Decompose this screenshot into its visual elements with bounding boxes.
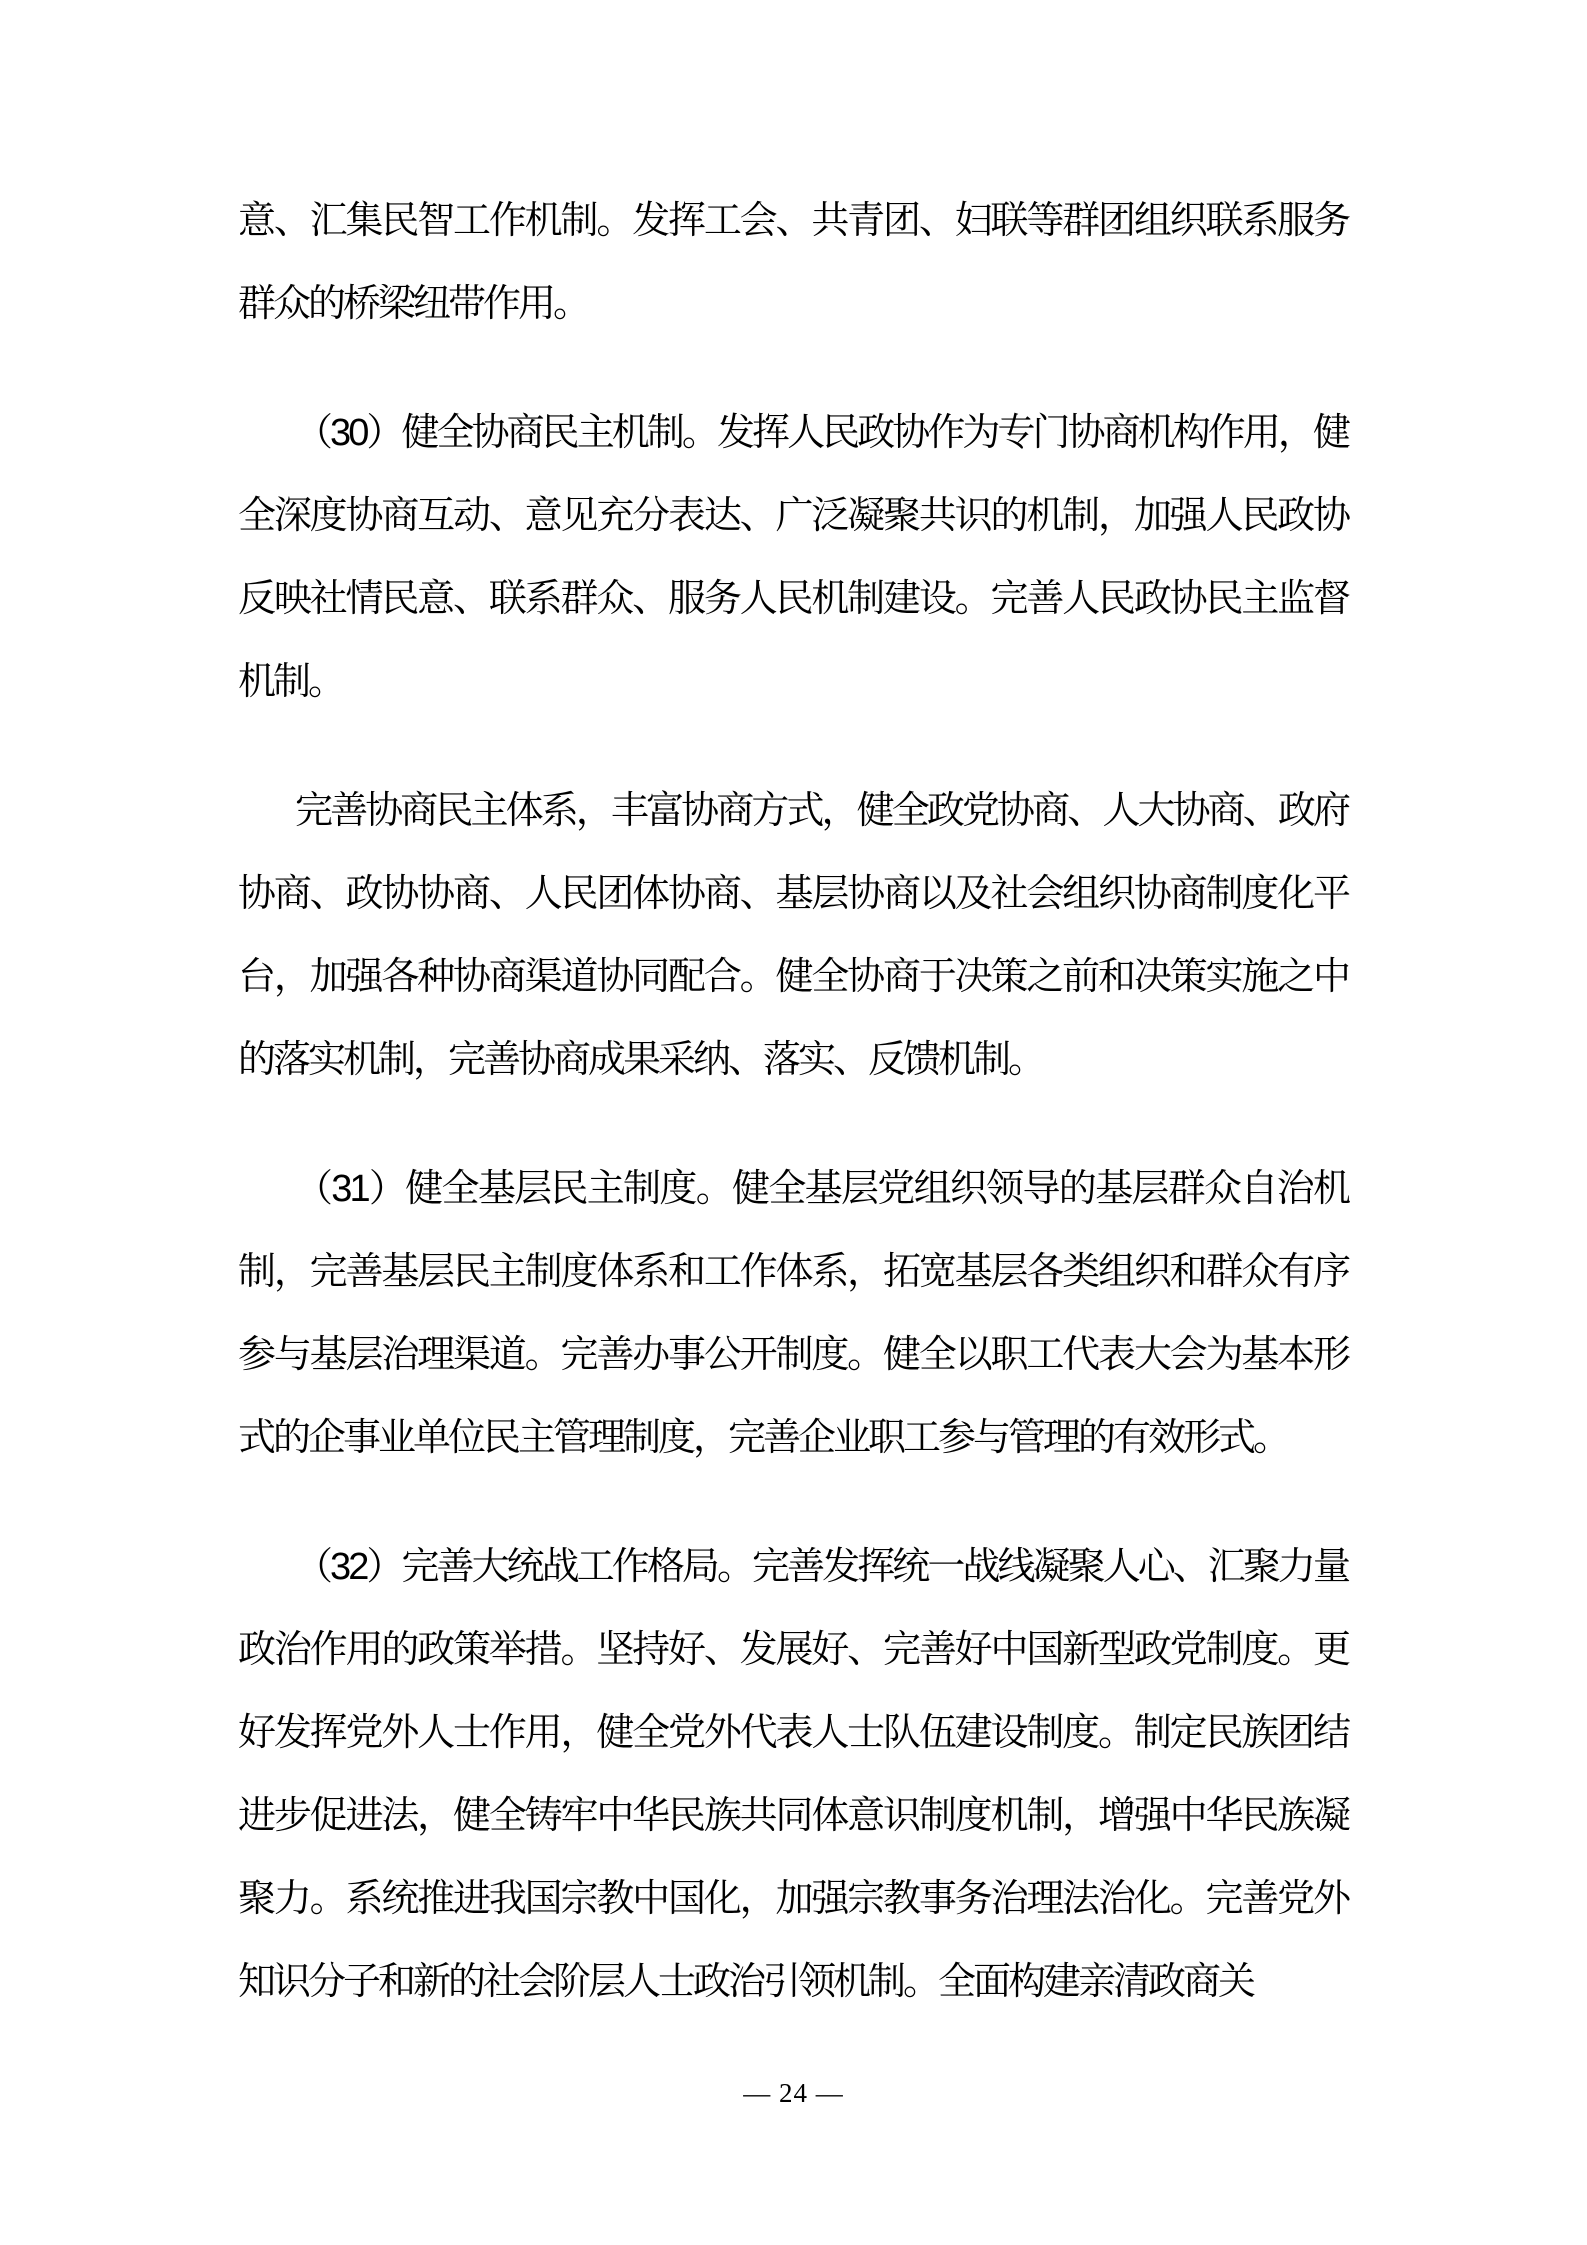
page-number: — 24 —: [743, 2078, 844, 2108]
paragraph-continuation: 意、汇集民智工作机制。发挥工会、共青团、妇联等群团组织联系服务群众的桥梁纽带作用。: [238, 200, 1348, 325]
paragraph-item-32: （32）完善大统战工作格局。完善发挥统一战线凝聚人心、汇聚力量政治作用的政策举措。坚持好、发展好、完善好中国新型政党制度。更好发挥党外人士作用，健全党外代表人士队伍建设制度。制定民族团结进步促进法，健全铸牢中华民族共同体意识制度机制，增强中华民族凝聚力。系统推进我国宗教中国化，加强宗教事务治理法治化。完善党外知识分子和新的社会阶层人士政治引领机制。全面构建亲清政商关: [238, 1546, 1348, 2003]
paragraph-consultative-democracy: 完善协商民主体系，丰富协商方式，健全政党协商、人大协商、政府协商、政协协商、人民团体协商、基层协商以及社会组织协商制度化平台，加强各种协商渠道协同配合。健全协商于决策之前和决策实施之中的落实机制，完善协商成果采纳、落实、反馈机制。: [238, 790, 1348, 1081]
page-body: [238, 180, 1348, 2070]
paragraph-item-30: （30）健全协商民主机制。发挥人民政协作为专门协商机构作用，健全深度协商互动、意见充分表达、广泛凝聚共识的机制，加强人民政协反映社情民意、联系群众、服务人民机制建设。完善人民政协民主监督机制。: [238, 412, 1348, 703]
paragraph-item-31: （31）健全基层民主制度。健全基层党组织领导的基层群众自治机制，完善基层民主制度体系和工作体系，拓宽基层各类组织和群众有序参与基层治理渠道。完善办事公开制度。健全以职工代表大会为基本形式的企事业单位民主管理制度，完善企业职工参与管理的有效形式。: [238, 1168, 1348, 1459]
